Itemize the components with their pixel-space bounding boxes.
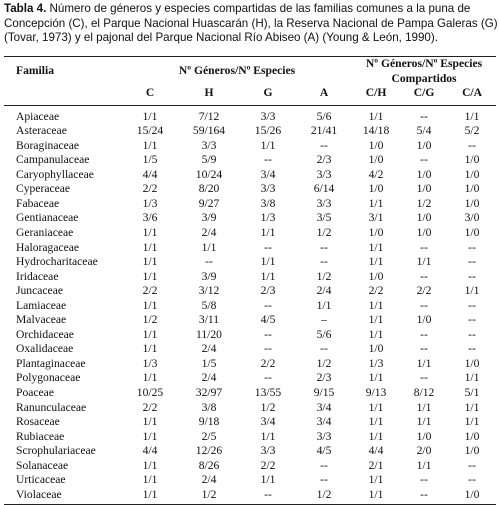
value-cell: 3/3	[260, 182, 276, 196]
family-name-cell: Plantaginaceae	[16, 356, 86, 370]
family-name-cell: Caryophyllaceae	[16, 167, 94, 181]
value-cell: --	[264, 298, 272, 312]
value-cell: 1/1	[464, 284, 480, 298]
family-name-cell: Cyperaceae	[16, 182, 71, 196]
value-cell: 32/97	[195, 386, 223, 400]
value-cell: 4/4	[142, 167, 158, 181]
value-cell: 1/0	[464, 444, 480, 458]
value-cell: 1/1	[416, 255, 432, 269]
value-cell: --	[320, 473, 328, 487]
value-cell: 5/9	[201, 153, 217, 167]
value-cell: 1/1	[260, 226, 276, 240]
value-cell: --	[264, 153, 272, 167]
table-row	[4, 197, 496, 212]
table-row	[4, 105, 496, 124]
value-cell: 1/1	[416, 458, 432, 472]
value-cell: 12/26	[195, 444, 223, 458]
value-cell: 10/25	[136, 386, 164, 400]
table-row	[4, 401, 496, 416]
family-name-cell: Apiaceae	[16, 109, 60, 123]
family-name-cell: Haloragaceae	[16, 240, 80, 254]
value-cell: 5/2	[464, 124, 480, 138]
value-cell: 1/0	[368, 138, 384, 152]
value-cell: 1/0	[416, 226, 432, 240]
family-name-cell: Solanaceae	[16, 458, 69, 472]
blank-subheader	[4, 86, 122, 105]
value-cell: 1/1	[260, 269, 276, 283]
value-cell: 1/3	[142, 356, 158, 370]
value-cell: 1/0	[464, 196, 480, 210]
genera-species-header: Nº Géneros/Nº Especies	[122, 57, 352, 87]
value-cell: 1/1	[464, 109, 480, 123]
value-cell: 3/4	[260, 167, 276, 181]
value-cell: 1/1	[201, 240, 217, 254]
value-cell: 3/4	[260, 415, 276, 429]
value-cell: 11/20	[196, 327, 222, 341]
family-name-cell: Geraniaceae	[16, 226, 74, 240]
value-cell: 1/2	[416, 196, 432, 210]
value-cell: 2/2	[142, 182, 158, 196]
value-cell: 1/1	[464, 415, 480, 429]
family-name-cell: Rosaceae	[16, 415, 60, 429]
table-row	[4, 328, 496, 343]
value-cell: --	[468, 255, 476, 269]
family-name-cell: Poaceae	[16, 386, 54, 400]
value-cell: 1/1	[142, 429, 158, 443]
value-cell: 2/1	[368, 458, 384, 472]
value-cell: 5/8	[201, 298, 217, 312]
value-cell: 1/0	[416, 167, 432, 181]
value-cell: 3/3	[260, 444, 276, 458]
value-cell: 3/4	[316, 400, 332, 414]
value-cell: 1/0	[448, 488, 496, 505]
family-name-cell: Juncaceae	[16, 284, 63, 298]
value-cell: 1/1	[368, 298, 384, 312]
value-cell: 1/1	[142, 138, 158, 152]
value-cell: 2/5	[201, 429, 217, 443]
value-cell: 1/2	[316, 226, 332, 240]
value-cell: 1/2	[316, 356, 332, 370]
value-cell: 2/2	[142, 284, 158, 298]
value-cell: 1/0	[416, 138, 432, 152]
value-cell: --	[468, 342, 476, 356]
value-cell: 1/1	[142, 415, 158, 429]
value-cell: --	[264, 342, 272, 356]
value-cell: --	[468, 327, 476, 341]
value-cell: --	[320, 342, 328, 356]
family-name-cell: Hydrocharitaceae	[16, 255, 98, 269]
value-cell: 1/1	[416, 400, 432, 414]
value-cell: 1/1	[416, 356, 432, 370]
value-cell: 1/1	[368, 327, 384, 341]
table-row	[4, 270, 496, 285]
value-cell: 1/3	[142, 196, 158, 210]
family-column-header: Familia	[4, 57, 122, 87]
value-cell: 1/1	[142, 240, 158, 254]
value-cell: 2/3	[316, 371, 332, 385]
value-cell: --	[264, 371, 272, 385]
family-name-cell: Polygonaceae	[16, 371, 81, 385]
table-row	[4, 444, 496, 459]
value-cell: 1/0	[464, 153, 480, 167]
column-header-h: H	[178, 86, 240, 105]
family-name-cell: Campanulaceae	[16, 153, 90, 167]
value-cell: 1/5	[201, 356, 217, 370]
value-cell: 2/2	[260, 356, 276, 370]
table-row	[4, 371, 496, 386]
value-cell: 1/1	[368, 109, 384, 123]
value-cell: --	[320, 255, 328, 269]
value-cell: 2/4	[201, 226, 217, 240]
value-cell: 1/2	[142, 313, 158, 327]
value-cell: --	[468, 138, 476, 152]
table-row	[4, 386, 496, 401]
value-cell: --	[420, 240, 428, 254]
value-cell: 1/1	[260, 429, 276, 443]
table-row	[4, 313, 496, 328]
family-name-cell: Ranunculaceae	[16, 400, 87, 414]
value-cell: 3/6	[142, 211, 158, 225]
value-cell: 7/12	[198, 109, 220, 123]
value-cell: 1/1	[142, 269, 158, 283]
value-cell: 2/4	[201, 342, 217, 356]
value-cell: 1/1	[368, 313, 384, 327]
value-cell: 1/0	[464, 167, 480, 181]
value-cell: 3/8	[201, 400, 217, 414]
value-cell: 2/4	[316, 284, 332, 298]
family-name-cell: Asteraceae	[16, 124, 67, 138]
table-caption	[4, 2, 498, 46]
value-cell: --	[468, 240, 476, 254]
value-cell: 13/55	[254, 386, 282, 400]
value-cell: 1/1	[368, 255, 384, 269]
value-cell: –	[321, 313, 327, 327]
family-name-cell: Urticaceae	[16, 473, 66, 487]
value-cell: --	[468, 313, 476, 327]
table-row	[4, 415, 496, 430]
value-cell: --	[468, 269, 476, 283]
value-cell: --	[205, 255, 213, 269]
value-cell: 1/1	[142, 255, 158, 269]
caption-label: Tabla 4.	[4, 2, 47, 15]
value-cell: --	[420, 342, 428, 356]
value-cell: 1/1	[352, 488, 400, 505]
value-cell: 6/14	[313, 182, 335, 196]
table-row	[4, 241, 496, 256]
value-cell: 1/2	[316, 269, 332, 283]
value-cell: --	[468, 473, 476, 487]
value-cell: 2/3	[260, 284, 276, 298]
value-cell: 1/1	[464, 400, 480, 414]
value-cell: 1/0	[368, 153, 384, 167]
value-cell: 1/1	[464, 371, 480, 385]
table-row	[4, 168, 496, 183]
family-name-cell: Violaceae	[4, 488, 122, 505]
value-cell: 1/0	[416, 182, 432, 196]
value-cell: --	[264, 240, 272, 254]
families-table	[4, 56, 496, 505]
table-row	[4, 342, 496, 357]
value-cell: 8/20	[198, 182, 220, 196]
value-cell: 1/5	[142, 153, 158, 167]
value-cell: 1/1	[260, 473, 276, 487]
value-cell: --	[420, 109, 428, 123]
value-cell: --	[468, 458, 476, 472]
value-cell: 1/0	[368, 226, 384, 240]
value-cell: 1/0	[464, 182, 480, 196]
value-cell: 9/27	[198, 196, 220, 210]
family-name-cell: Gentianaceae	[16, 211, 79, 225]
table-row	[4, 255, 496, 270]
family-name-cell: Oxalidaceae	[16, 342, 74, 356]
value-cell: 1/1	[260, 255, 276, 269]
table-row	[4, 124, 496, 139]
value-cell: 1/1	[142, 473, 158, 487]
value-cell: 9/18	[198, 415, 220, 429]
value-cell: 3/9	[201, 269, 217, 283]
value-cell: 1/0	[368, 269, 384, 283]
value-cell: 1/2	[296, 488, 352, 505]
value-cell: 1/1	[142, 298, 158, 312]
value-cell: --	[468, 298, 476, 312]
value-cell: 3/3	[316, 196, 332, 210]
value-cell: 3/8	[260, 196, 276, 210]
value-cell: 2/2	[368, 284, 384, 298]
value-cell: --	[320, 138, 328, 152]
column-header-c-g: C/G	[400, 86, 448, 105]
value-cell: 3/0	[464, 211, 480, 225]
value-cell: 1/1	[368, 400, 384, 414]
table-row	[4, 211, 496, 226]
value-cell: 1/0	[368, 342, 384, 356]
value-cell: 4/4	[142, 444, 158, 458]
value-cell: 1/0	[464, 429, 480, 443]
value-cell: 1/0	[464, 356, 480, 370]
value-cell: 1/1	[316, 298, 332, 312]
value-cell: 1/1	[142, 327, 158, 341]
value-cell: 3/11	[198, 313, 220, 327]
family-name-cell: Orchidaceae	[16, 327, 74, 341]
value-cell: 1/1	[368, 371, 384, 385]
value-cell: 2/4	[201, 473, 217, 487]
value-cell: 5/6	[316, 109, 332, 123]
value-cell: 3/3	[316, 167, 332, 181]
shared-header	[352, 57, 496, 87]
table-row	[4, 430, 496, 445]
value-cell: 1/1	[142, 458, 158, 472]
value-cell: 1/1	[368, 240, 384, 254]
value-cell: --	[320, 240, 328, 254]
value-cell: 1/0	[368, 182, 384, 196]
value-cell: 2/0	[416, 444, 432, 458]
value-cell: 1/1	[368, 473, 384, 487]
value-cell: 1/0	[464, 226, 480, 240]
value-cell: 15/26	[254, 124, 282, 138]
value-cell: 15/24	[136, 124, 164, 138]
table-row	[4, 226, 496, 241]
value-cell: 21/41	[310, 124, 338, 138]
value-cell: 14/18	[362, 124, 390, 138]
family-name-cell: Iridaceae	[16, 269, 59, 283]
value-cell: 59/164	[192, 124, 226, 138]
value-cell: 1/1	[142, 371, 158, 385]
value-cell: --	[320, 458, 328, 472]
value-cell: 9/15	[313, 386, 335, 400]
column-subheader-row	[4, 86, 496, 105]
value-cell: 3/12	[198, 284, 220, 298]
value-cell: 2/2	[260, 458, 276, 472]
value-cell: 3/3	[260, 109, 276, 123]
value-cell: 8/26	[198, 458, 220, 472]
value-cell: 3/3	[316, 429, 332, 443]
data-table-container	[4, 56, 496, 505]
value-cell: 1/0	[416, 211, 432, 225]
column-header-a: A	[296, 86, 352, 105]
table-row	[4, 299, 496, 314]
value-cell: 4/5	[260, 313, 276, 327]
value-cell: --	[420, 473, 428, 487]
value-cell: 3/5	[316, 211, 332, 225]
value-cell: --	[240, 488, 296, 505]
column-header-c-a: C/A	[448, 86, 496, 105]
family-name-cell: Lamiaceae	[16, 298, 67, 312]
value-cell: 1/0	[416, 313, 432, 327]
table-row	[4, 357, 496, 372]
value-cell: 3/9	[201, 211, 217, 225]
value-cell: 4/5	[316, 444, 332, 458]
family-name-cell: Fabaceae	[16, 196, 60, 210]
value-cell: --	[420, 371, 428, 385]
value-cell: 1/1	[416, 415, 432, 429]
family-name-cell: Scrophulariaceae	[16, 444, 96, 458]
value-cell: --	[420, 298, 428, 312]
value-cell: 5/4	[416, 124, 432, 138]
table-row	[4, 459, 496, 474]
column-header-g: G	[240, 86, 296, 105]
family-name-cell: Boraginaceae	[16, 138, 80, 152]
value-cell: 3/3	[201, 138, 217, 152]
value-cell: 1/2	[260, 400, 276, 414]
value-cell: 2/2	[142, 400, 158, 414]
value-cell: 9/13	[365, 386, 387, 400]
family-name-cell: Malvaceae	[16, 313, 67, 327]
value-cell: 1/2	[178, 488, 240, 505]
family-name-cell: Rubiaceae	[16, 429, 65, 443]
value-cell: --	[420, 269, 428, 283]
table-body	[4, 105, 496, 505]
value-cell: 1/1	[260, 138, 276, 152]
value-cell: 1/1	[368, 415, 384, 429]
shared-header-line2: Compartidos	[391, 71, 457, 85]
table-row	[4, 182, 496, 197]
table-row	[4, 284, 496, 299]
value-cell: 8/12	[413, 386, 435, 400]
table-row	[4, 153, 496, 168]
value-cell: 2/3	[316, 153, 332, 167]
value-cell: 1/1	[122, 488, 178, 505]
column-header-c: C	[122, 86, 178, 105]
value-cell: --	[264, 327, 272, 341]
value-cell: 3/4	[316, 415, 332, 429]
value-cell: 1/0	[416, 429, 432, 443]
value-cell: 10/24	[195, 167, 223, 181]
caption-text: Número de géneros y especies compartidas de las familias comunes a la puna de Concepción (C), el Parque Nacional Huascarán (H), la Reserva Nacional de Pampa Galeras (G) (Tovar, 1973) y el pajonal del Parque Nacional Río Abiseo (A) (Young & León, 1990).	[4, 2, 498, 45]
value-cell: 1/1	[368, 196, 384, 210]
value-cell: 5/6	[316, 327, 332, 341]
value-cell: 5/1	[464, 386, 480, 400]
value-cell: 1/1	[142, 342, 158, 356]
value-cell: 2/4	[201, 371, 217, 385]
value-cell: 4/4	[368, 444, 384, 458]
value-cell: 3/1	[368, 211, 384, 225]
table-row	[4, 488, 496, 505]
value-cell: --	[420, 327, 428, 341]
value-cell: 1/3	[368, 356, 384, 370]
table-row	[4, 139, 496, 154]
value-cell: --	[400, 488, 448, 505]
value-cell: 4/2	[368, 167, 384, 181]
value-cell: --	[420, 153, 428, 167]
value-cell: 1/3	[260, 211, 276, 225]
value-cell: 1/1	[368, 429, 384, 443]
shared-header-line1: Nº Géneros/Nº Especies	[365, 57, 483, 70]
value-cell: 1/1	[142, 226, 158, 240]
value-cell: 1/1	[142, 109, 158, 123]
column-header-c-h: C/H	[352, 86, 400, 105]
value-cell: 2/2	[416, 284, 432, 298]
